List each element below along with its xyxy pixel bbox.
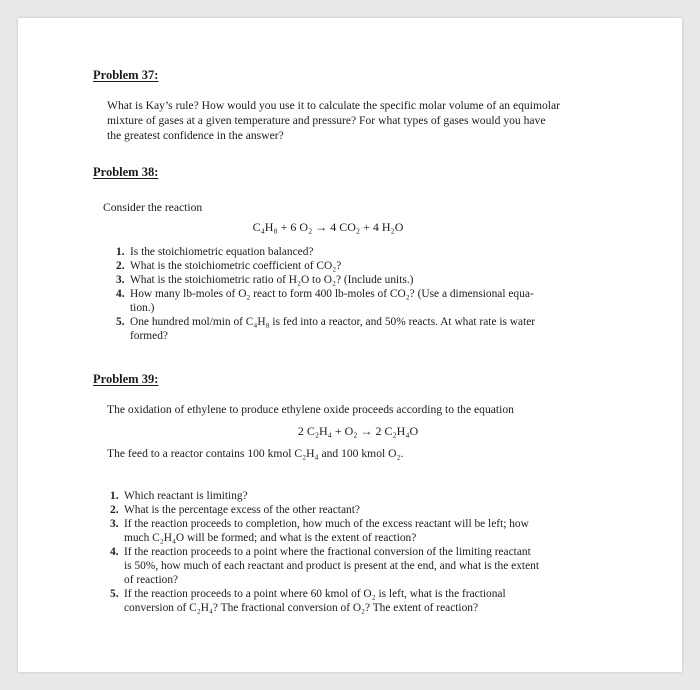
list-item: 5. If the reaction proceeds to a point where 60 kmol of O₂ is left, what is the fractional conversion of C₂H₄? The fractional conversion of O₂? The extent of reaction? [110,588,506,614]
list-item: 1. Which reactant is limiting? [110,490,248,502]
problem-39-intro: The oxidation of ethylene to produce ethylene oxide proceeds according to the equation [107,403,514,416]
problem-39-list [110,489,610,615]
list-item: 2. What is the stoichiometric coefficient of CO₂? [116,260,342,272]
problem-37-line: mixture of gases at a given temperature and pressure? For what types of gases would you have [107,114,546,128]
list-item: 4. If the reaction proceeds to a point where the fractional conversion of the limiting reactant is 50%, how much of each reactant and product is present at the end, and what is the extent of reaction? [110,546,539,586]
problem-39-title: Problem 39: [93,372,159,386]
document-page [18,18,682,672]
problem-39-equation: 2 C₂H₄ + O₂ → 2 C₂H₄O [297,424,419,438]
problem-38-equation: C₄H₈ + 6 O₂ → 4 CO₂ + 4 H₂O [252,220,404,234]
problem-38-title: Problem 38: [93,165,159,179]
problem-37-line: What is Kay’s rule? How would you use it to calculate the specific molar volume of an equimolar [107,99,560,112]
problem-37-text [107,98,627,144]
problem-37-title: Problem 37: [93,68,159,82]
list-item: 2. What is the percentage excess of the other reactant? [110,504,360,516]
list-item: 3. If the reaction proceeds to completion, how much of the excess reactant will be left; how much C₂H₄O will be formed; and what is the extent of reaction? [110,518,529,544]
list-item: 3. What is the stoichiometric ratio of H₂O to O₂? (Include units.) [116,274,414,286]
problem-37-line: the greatest confidence in the answer? [107,129,284,143]
problem-39-feed: The feed to a reactor contains 100 kmol C₂H₄ and 100 kmol O₂. [107,447,404,460]
list-item: 5. One hundred mol/min of C₄H₈ is fed into a reactor, and 50% reacts. At what rate is water formed? [116,316,536,342]
problem-38-intro: Consider the reaction [103,201,203,214]
list-item: 4. How many lb-moles of O₂ react to form 400 lb-moles of CO₂? (Use a dimensional equa- tion.) [116,288,534,314]
list-item: 1. Is the stoichiometric equation balanced? [116,246,314,258]
problem-38-list [116,245,616,343]
